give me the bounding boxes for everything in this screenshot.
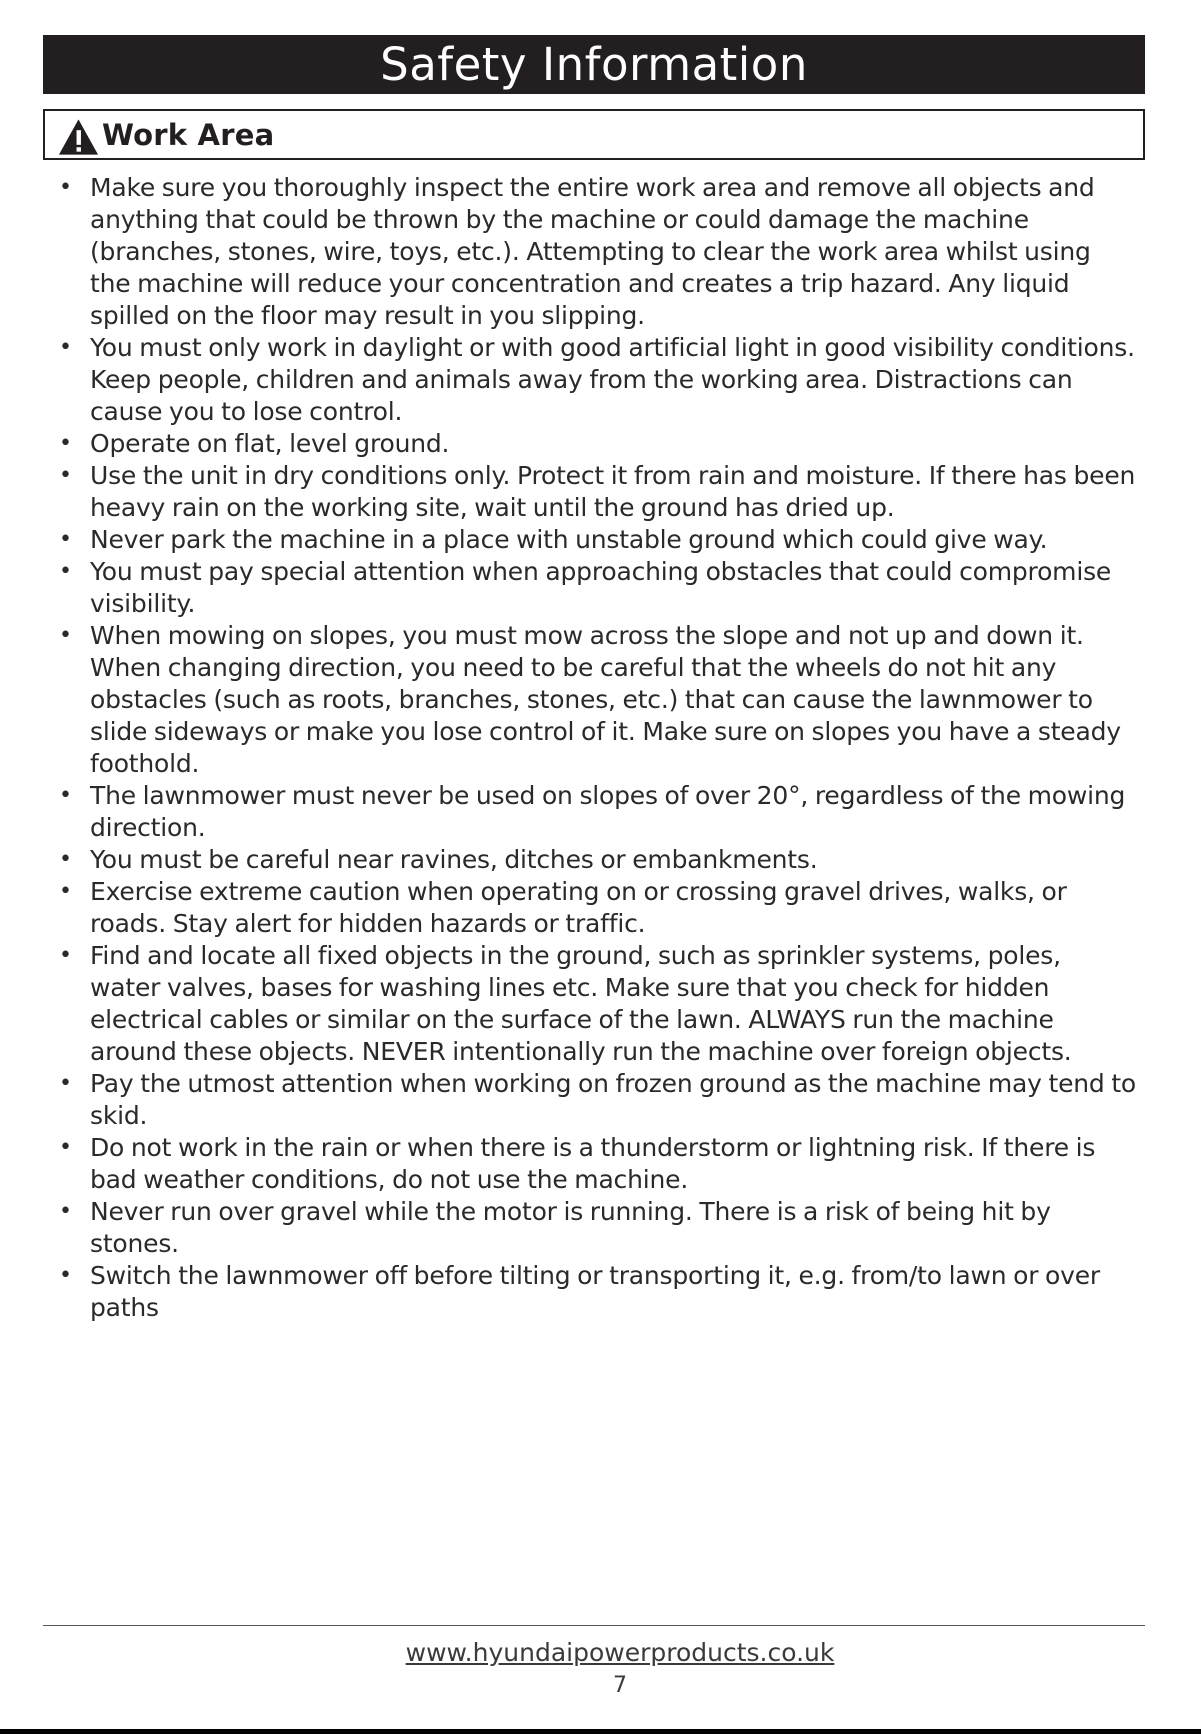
list-item xyxy=(57,844,1137,876)
list-item-text: Make sure you thoroughly inspect the entire work area and remove all objects and anything that could be thrown by the machine or could damage the machine (branches, stones, wire, toys, etc.). Attempting to clear the work area whilst using the machine will reduce your concentration and creates a trip hazard. Any liquid spilled on the floor may result in you slipping. xyxy=(90,173,1095,330)
bullet-marker: • xyxy=(59,559,72,584)
list-item xyxy=(57,620,1137,780)
safety-bullet-list xyxy=(57,172,1137,1324)
warning-triangle-icon xyxy=(57,116,100,158)
list-item xyxy=(57,1068,1137,1132)
list-item-text: Never run over gravel while the motor is running. There is a risk of being hit by stones. xyxy=(90,1197,1051,1258)
list-item-text: When mowing on slopes, you must mow across the slope and not up and down it. When changing direction, you need to be careful that the wheels do not hit any obstacles (such as roots, branches, stones, etc.) that can cause the lawnmower to slide sideways or make you lose control of it. Make sure on slopes you have a steady foothold. xyxy=(90,621,1121,778)
list-item xyxy=(57,876,1137,940)
website-link[interactable]: www.hyundaipowerproducts.co.uk xyxy=(405,1638,835,1667)
list-item xyxy=(57,428,1137,460)
list-item-text: You must be careful near ravines, ditches or embankments. xyxy=(90,845,818,874)
list-item xyxy=(57,460,1137,524)
bullet-marker: • xyxy=(59,527,72,552)
list-item-text: Do not work in the rain or when there is a thunderstorm or lightning risk. If there is bad weather conditions, do not use the machine. xyxy=(90,1133,1096,1194)
bullet-marker: • xyxy=(59,943,72,968)
bullet-marker: • xyxy=(59,431,72,456)
list-item xyxy=(57,780,1137,844)
list-item-text: The lawnmower must never be used on slopes of over 20°, regardless of the mowing direction. xyxy=(90,781,1126,842)
bullet-marker: • xyxy=(59,1071,72,1096)
bullet-marker: • xyxy=(59,463,72,488)
bullet-marker: • xyxy=(59,847,72,872)
footer-divider xyxy=(43,1625,1145,1626)
page-bottom-edge xyxy=(0,1729,1201,1734)
bullet-marker: • xyxy=(59,623,72,648)
list-item-text: Pay the utmost attention when working on frozen ground as the machine may tend to skid. xyxy=(90,1069,1137,1130)
list-item-text: You must only work in daylight or with good artificial light in good visibility conditions. Keep people, children and animals away from the working area. Distractions can cause you to lose control. xyxy=(90,333,1135,426)
list-item-text: You must pay special attention when approaching obstacles that could compromise visibility. xyxy=(90,557,1112,618)
list-item xyxy=(57,1196,1137,1260)
bullet-marker: • xyxy=(59,335,72,360)
list-item-text: Switch the lawnmower off before tilting or transporting it, e.g. from/to lawn or over paths xyxy=(90,1261,1100,1322)
page-title-bar xyxy=(43,35,1145,94)
list-item-text: Find and locate all fixed objects in the ground, such as sprinkler systems, poles, water valves, bases for washing lines etc. Make sure that you check for hidden electrical cables or similar on the surface of the lawn. ALWAYS run the machine around these objects. NEVER intentionally run the machine over foreign objects. xyxy=(90,941,1072,1066)
section-title: Work Area xyxy=(102,117,275,152)
list-item-text: Operate on flat, level ground. xyxy=(90,429,450,458)
list-item-text: Exercise extreme caution when operating on or crossing gravel drives, walks, or roads. Stay alert for hidden hazards or traffic. xyxy=(90,877,1067,938)
list-item xyxy=(57,556,1137,620)
bullet-marker: • xyxy=(59,783,72,808)
bullet-marker: • xyxy=(59,1135,72,1160)
list-item xyxy=(57,332,1137,428)
list-item-text: Use the unit in dry conditions only. Protect it from rain and moisture. If there has been heavy rain on the working site, wait until the ground has dried up. xyxy=(90,461,1136,522)
list-item xyxy=(57,1260,1137,1324)
list-item xyxy=(57,172,1137,332)
bullet-marker: • xyxy=(59,1199,72,1224)
page-number: 7 xyxy=(613,1673,627,1698)
bullet-marker: • xyxy=(59,879,72,904)
list-item-text: Never park the machine in a place with unstable ground which could give way. xyxy=(90,525,1048,554)
section-header xyxy=(43,109,1145,160)
list-item xyxy=(57,940,1137,1068)
list-item xyxy=(57,524,1137,556)
list-item xyxy=(57,1132,1137,1196)
bullet-marker: • xyxy=(59,175,72,200)
page-title: Safety Information xyxy=(380,38,808,91)
bullet-marker: • xyxy=(59,1263,72,1288)
